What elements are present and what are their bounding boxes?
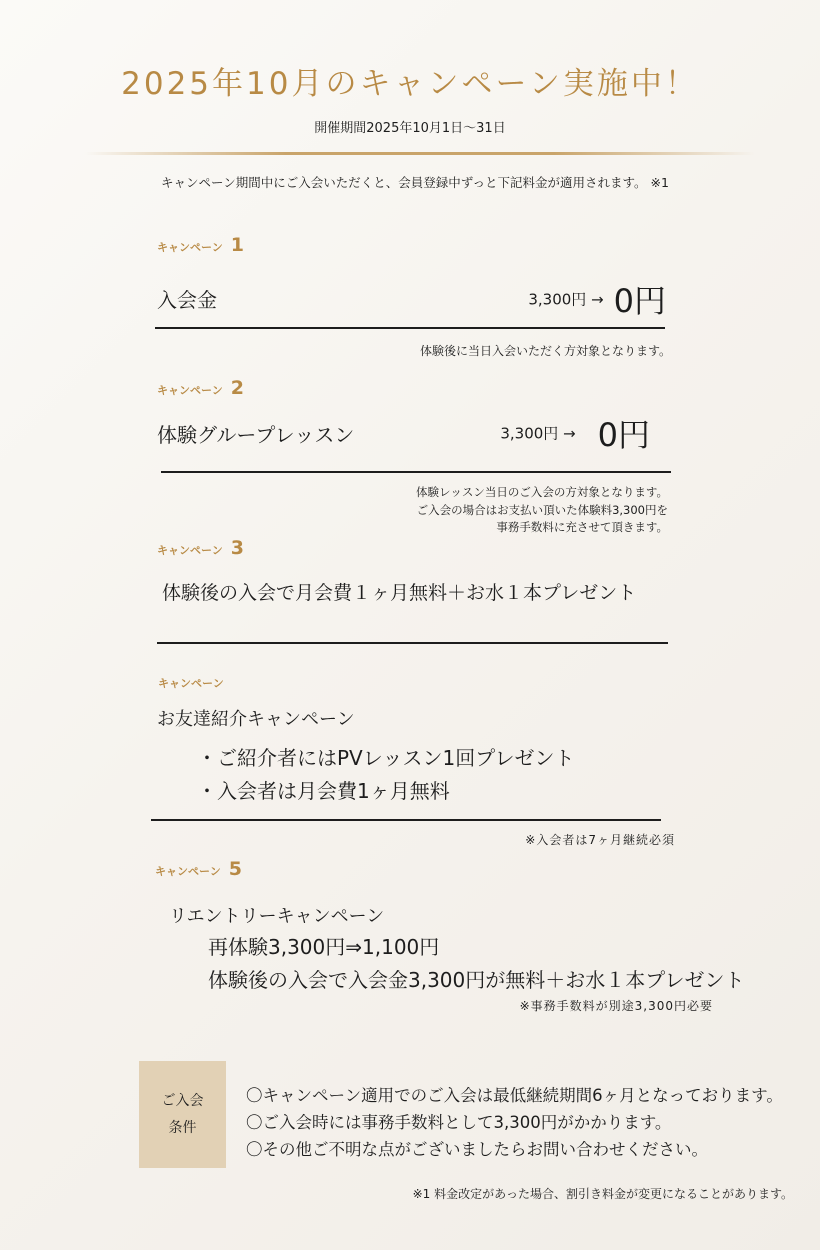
campaign-4-label: [158, 672, 224, 691]
conditions-label-line: ご入会: [161, 1092, 204, 1109]
campaign-number: 3: [230, 537, 245, 559]
conditions-label-line: 条件: [168, 1119, 197, 1136]
page-title: 2025年10月のキャンペーン実施中！: [121, 66, 699, 102]
campaign-1-price: [528, 276, 666, 322]
campaign-2-divider: [161, 471, 671, 473]
campaign-number: 1: [230, 234, 245, 256]
campaign-4-name: お友達紹介キャンペーン: [157, 709, 355, 730]
gold-divider: [85, 152, 755, 155]
campaign-5-label: [155, 858, 242, 880]
campaign-period: 開催期間2025年10月1日〜31日: [314, 121, 506, 136]
campaign-3-divider: [157, 642, 668, 644]
campaign-number: 2: [230, 377, 245, 399]
footnote: ※1 料金改定があった場合、割引き料金が変更になることがあります。: [412, 1187, 793, 1201]
campaign-2-label: [157, 377, 244, 399]
new-price: 0円: [613, 282, 666, 320]
campaign-2-price: [500, 410, 650, 456]
old-price: 3,300円 →: [528, 290, 604, 309]
note-line: ご入会の場合はお支払い頂いた体験料3,300円を: [416, 502, 668, 517]
condition-item-1: 〇キャンペーン適用でのご入会は最低継続期間6ヶ月となっております。: [246, 1086, 783, 1105]
campaign-2-notes: [416, 484, 668, 537]
campaign-1-divider: [155, 327, 665, 329]
campaign-label-text: キャンペーン: [157, 241, 223, 254]
campaign-label-text: キャンペーン: [155, 865, 221, 878]
campaign-number: 5: [228, 858, 243, 880]
note-line: 事務手数料に充させて頂きます。: [496, 520, 668, 534]
campaign-5-line-1: 再体験3,300円⇒1,100円: [208, 935, 440, 959]
campaign-3-text: 体験後の入会で月会費１ヶ月無料＋お水１本プレゼント: [162, 582, 637, 604]
campaign-4-line-2: ・入会者は月会費1ヶ月無料: [197, 779, 450, 803]
campaign-5-line-2: 体験後の入会で入会金3,300円が無料＋お水１本プレゼント: [208, 968, 745, 992]
campaign-1-note: 体験後に当日入会いただく方対象となります。: [419, 344, 671, 358]
campaign-label-text: キャンペーン: [157, 384, 223, 397]
campaign-4-note: ※入会者は7ヶ月継続必須: [525, 833, 675, 847]
condition-item-3: 〇その他ご不明な点がございましたらお問い合わせください。: [246, 1140, 708, 1159]
new-price: 0円: [597, 416, 650, 454]
old-price: 3,300円 →: [500, 424, 576, 443]
campaign-label-text: キャンペーン: [158, 677, 224, 690]
campaign-5-name: リエントリーキャンペーン: [169, 906, 385, 927]
campaign-label-text: キャンペーン: [157, 544, 223, 557]
campaign-1-label: [157, 234, 244, 256]
campaign-4-line-1: ・ご紹介者にはPVレッスン1回プレゼント: [197, 746, 575, 770]
campaign-3-label: [157, 537, 244, 559]
campaign-4-divider: [151, 819, 661, 821]
note-line: 体験レッスン当日のご入会の方対象となります。: [416, 485, 668, 499]
intro-text: キャンペーン期間中にご入会いただくと、会員登録中ずっと下記料金が適用されます。 ※1: [161, 175, 669, 190]
conditions-label-box: [139, 1061, 226, 1168]
campaign-2-name: 体験グループレッスン: [157, 423, 355, 447]
condition-item-2: 〇ご入会時には事務手数料として3,300円がかかります。: [246, 1113, 672, 1132]
campaign-1-name: 入会金: [157, 288, 217, 312]
campaign-5-note: ※事務手数料が別途3,300円必要: [519, 999, 713, 1013]
